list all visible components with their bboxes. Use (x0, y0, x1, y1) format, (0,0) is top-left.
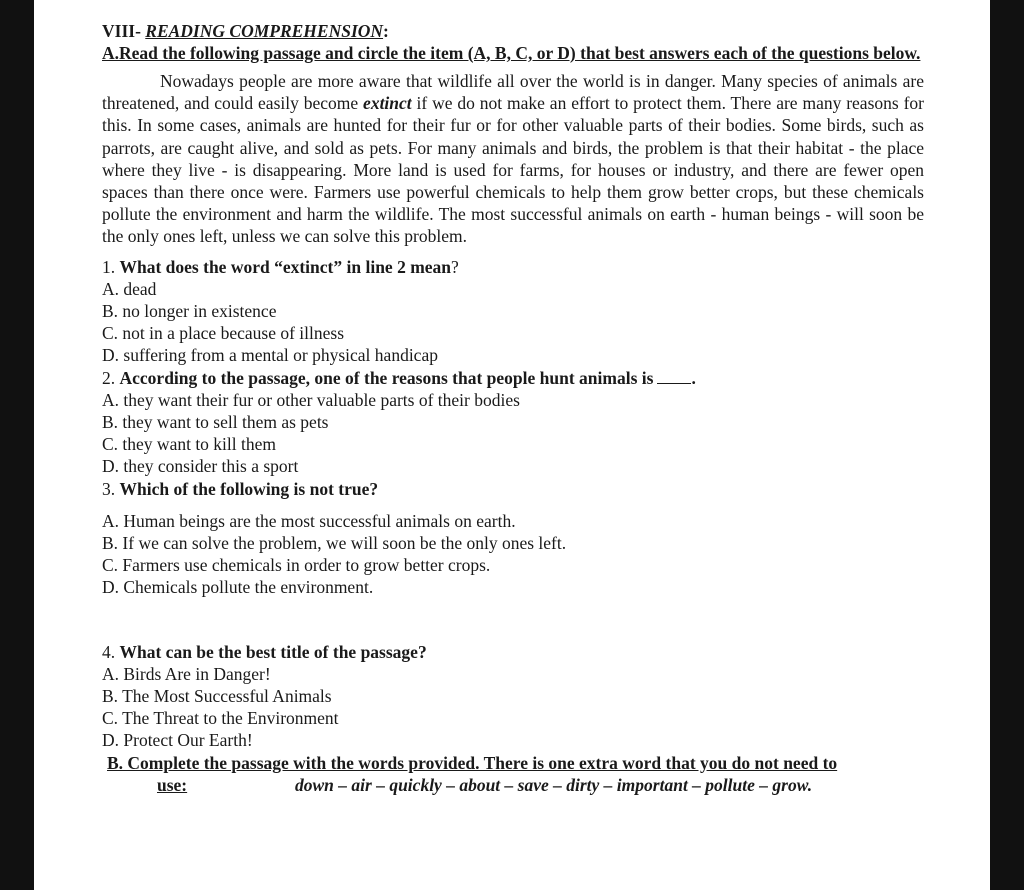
question-text: Which of the following is not true? (119, 478, 379, 499)
option-2d[interactable]: D. they consider this a sport (102, 456, 299, 477)
option-4b[interactable]: B. The Most Successful Animals (102, 686, 332, 707)
question-block-4 (102, 641, 924, 752)
question-text: According to the passage, one of the reasons that people hunt animals is (119, 367, 654, 388)
question-suffix: ? (451, 256, 459, 277)
question-text: What can be the best title of the passage? (119, 641, 427, 662)
option-4c[interactable]: C. The Threat to the Environment (102, 708, 339, 729)
option-4d[interactable]: D. Protect Our Earth! (102, 730, 253, 751)
use-label: use: (157, 774, 188, 795)
section-heading (102, 20, 924, 42)
reading-passage (102, 70, 924, 248)
question-number: 1. (102, 256, 116, 277)
question-number: 4. (102, 641, 116, 662)
passage-text-end: if we do not make an effort to protect them. There are many reasons for this. In some cases, animals are hunted for their fur or for other valuable parts of their bodies. Some birds, such as parrots, are caught alive, and sold as pets. For many animals and birds, the problem is that their habitat - the place where they live - is disappearing. More land is used for farms, for houses or industry, and there are fewer open spaces than there once were. Farmers use powerful chemicals to help them grow better crops, but these chemicals pollute the environment and harm the wildlife. The most successful animals on earth - human beings - will soon be the only ones left, unless we can solve this problem. (102, 93, 924, 247)
option-1c[interactable]: C. not in a place because of illness (102, 323, 345, 344)
word-bank (157, 774, 924, 796)
option-1a[interactable]: A. dead (102, 278, 157, 299)
question-number: 2. (102, 367, 116, 388)
part-a-instruction: A.Read the following passage and circle the item (A, B, C, or D) that best answers each of the questions below. (102, 43, 921, 63)
passage-text-start: Nowadays people are more aware that wildlife all over the world is in danger. Many species of animals are threatened, and could easily become (102, 71, 924, 114)
question-2 (102, 367, 924, 389)
section-title: READING COMPREHENSION (145, 21, 384, 41)
option-2a[interactable]: A. they want their fur or other valuable parts of their bodies (102, 389, 520, 410)
section-number: VIII- (102, 21, 141, 41)
question-3 (102, 478, 924, 500)
option-2c[interactable]: C. they want to kill them (102, 434, 277, 455)
word-bank-list: down – air – quickly – about – save – dirty – important – pollute – grow. (295, 774, 813, 795)
option-1b[interactable]: B. no longer in existence (102, 301, 277, 322)
document-content (102, 20, 924, 796)
question-block-2 (102, 367, 924, 478)
question-4 (102, 641, 924, 663)
question-text: What does the word “extinct” in line 2 mean (119, 256, 452, 277)
question-number: 3. (102, 478, 116, 499)
part-b-instruction: B. Complete the passage with the words provided. There is one extra word that you do not need to (107, 752, 838, 773)
answer-blank (657, 369, 691, 384)
option-4a[interactable]: A. Birds Are in Danger! (102, 663, 271, 684)
question-block-1 (102, 256, 924, 367)
option-1d[interactable]: D. suffering from a mental or physical handicap (102, 345, 438, 366)
option-3a[interactable]: A. Human beings are the most successful animals on earth. (102, 510, 516, 531)
document-page (34, 0, 990, 890)
option-3c[interactable]: C. Farmers use chemicals in order to grow better crops. (102, 555, 491, 576)
option-3b[interactable]: B. If we can solve the problem, we will soon be the only ones left. (102, 533, 567, 554)
section-colon: : (383, 21, 389, 41)
option-3d[interactable]: D. Chemicals pollute the environment. (102, 577, 374, 598)
option-2b[interactable]: B. they want to sell them as pets (102, 412, 329, 433)
question-suffix: . (691, 367, 696, 388)
question-block-3 (102, 478, 924, 599)
passage-keyword: extinct (363, 93, 412, 114)
question-1 (102, 256, 924, 278)
